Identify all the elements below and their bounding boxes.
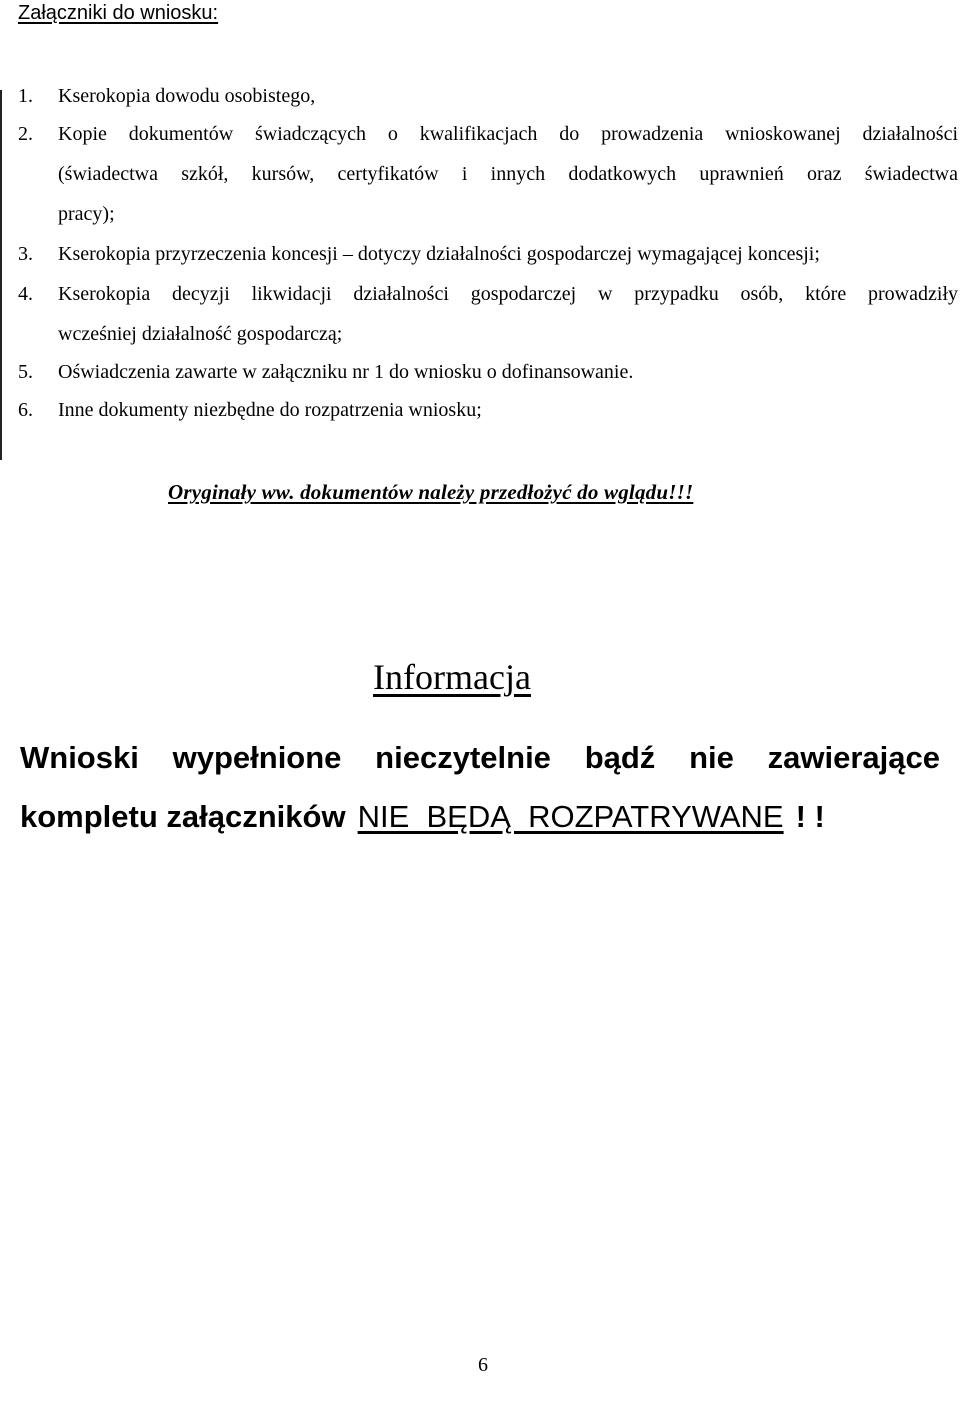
originals-note: Oryginały ww. dokumentów należy przedłożyć do wglądu!!!	[168, 480, 694, 504]
list-item-text: Oświadczenia zawarte w załączniku nr 1 do wniosku o dofinansowanie.	[58, 361, 634, 383]
list-item-number: 6.	[18, 399, 33, 421]
list-item-number: 2.	[18, 123, 33, 145]
list-item-text: Kserokopia dowodu osobistego,	[58, 85, 316, 107]
list-item-number: 5.	[18, 361, 33, 383]
warning-line-1: Wnioski wypełnione nieczytelnie bądź nie zawierające	[20, 740, 940, 775]
list-item-text: Kserokopia decyzji likwidacji działalności gospodarczej w przypadku osób, które prowadziły	[58, 283, 958, 305]
list-item-number: 3.	[18, 243, 33, 265]
warning-exclamation: ! !	[795, 799, 825, 834]
page-number: 6	[478, 1354, 488, 1376]
warning-line-2-prefix: kompletu załączników	[20, 799, 346, 834]
list-item-text: Kopie dokumentów świadczących o kwalifikacjach do prowadzenia wnioskowanej działalności	[58, 123, 958, 145]
information-title: Informacja	[373, 657, 531, 697]
left-margin-line	[0, 90, 2, 460]
list-item-text: Inne dokumenty niezbędne do rozpatrzenia wniosku;	[58, 399, 482, 421]
warning-line-2	[20, 799, 940, 835]
list-item-number: 1.	[18, 85, 33, 107]
list-item-number: 4.	[18, 283, 33, 305]
list-item-text: Kserokopia przyrzeczenia koncesji – dotyczy działalności gospodarczej wymagającej koncesji;	[58, 243, 820, 265]
attachments-heading: Załączniki do wniosku:	[18, 2, 219, 24]
list-item-text-continued: (świadectwa szkół, kursów, certyfikatów i innych dodatkowych uprawnień oraz świadectwa	[58, 163, 958, 185]
list-item-text-continued: pracy);	[58, 203, 115, 225]
warning-emphasis: NIE BĘDĄ ROZPATRYWANE	[357, 799, 784, 834]
list-item-text-continued: wcześniej działalność gospodarczą;	[58, 323, 343, 345]
